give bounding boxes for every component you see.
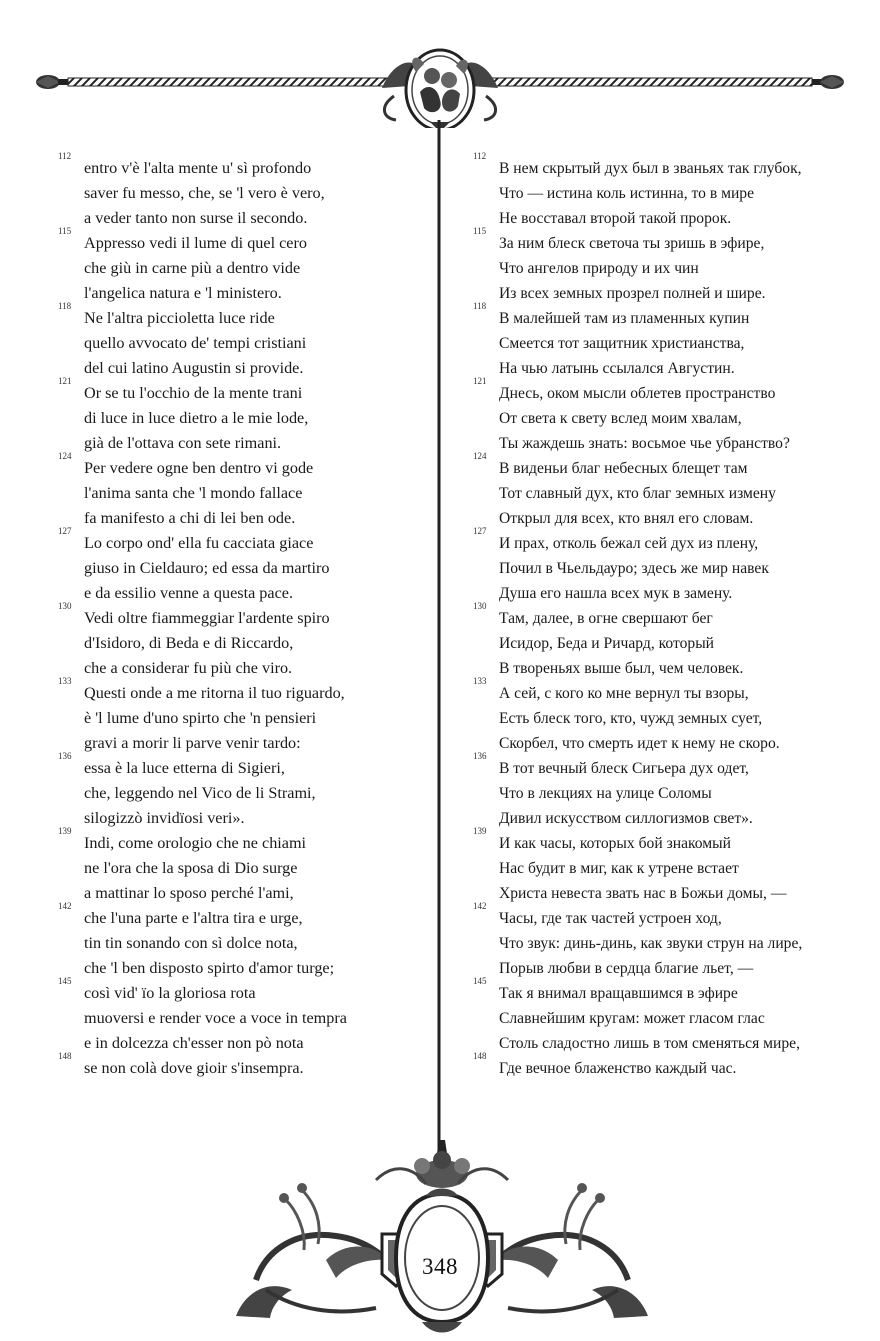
verse-line: [58, 301, 430, 331]
verse-number: 136: [473, 751, 487, 761]
verse-text: d'Isidoro, di Beda e di Riccardo,: [84, 634, 294, 652]
tercet: [58, 826, 430, 906]
verse-line: [473, 601, 853, 631]
verse-text: l'angelica natura e 'l ministero.: [84, 284, 282, 302]
verse-text: è 'l lume d'uno spirto che 'n pensieri: [84, 709, 317, 727]
verse-line: [58, 806, 430, 831]
verse-text: Христа невеста звать нас в Божьи домы, —: [499, 885, 787, 902]
verse-line: [58, 281, 430, 306]
tercet: [473, 151, 853, 231]
verse-line: [58, 556, 430, 581]
verse-text: del cui latino Augustin si provide.: [84, 359, 304, 377]
verse-number: 124: [473, 451, 487, 461]
verse-text: che, leggendo nel Vico de li Strami,: [84, 784, 316, 802]
verse-text: tin tin sonando con sì dolce nota,: [84, 934, 298, 952]
verse-text: И прах, отколь бежал сей дух из плену,: [499, 535, 759, 552]
verse-line: [58, 331, 430, 356]
tercet: [473, 376, 853, 456]
verse-line: [473, 451, 853, 481]
verse-text: Ты жаждешь знать: восьмое чье убранство?: [499, 435, 790, 452]
verse-line: [58, 256, 430, 281]
verse-line: [473, 1031, 853, 1056]
tercet: [58, 301, 430, 381]
verse-line: [58, 656, 430, 681]
verse-text: Что — истина коль истинна, то в мире: [499, 185, 755, 202]
verse-text: Lo corpo ond' ella fu cacciata giace: [84, 534, 314, 552]
verse-text: a mattinar lo sposo perché l'ami,: [84, 884, 294, 902]
verse-line: [473, 751, 853, 781]
verse-number: 136: [58, 751, 72, 761]
verse-text: Где вечное блаженство каждый час.: [499, 1060, 737, 1077]
verse-text: e in dolcezza ch'esser non pò nota: [84, 1034, 304, 1052]
verse-text: che giù in carne più a dentro vide: [84, 259, 301, 277]
verse-line: [58, 481, 430, 506]
verse-text: Так я внимал вращавшимся в эфире: [499, 985, 738, 1002]
verse-number: 139: [473, 826, 487, 836]
verse-text: saver fu messo, che, se 'l vero è vero,: [84, 184, 325, 202]
verse-text: Часы, где так частей устроен ход,: [499, 910, 722, 927]
tercet: [58, 676, 430, 756]
verse-text: Открыл для всех, кто внял его словам.: [499, 510, 754, 527]
verse-line: [473, 656, 853, 681]
verse-line: [473, 206, 853, 231]
verse-line: [58, 676, 430, 706]
verse-line: [473, 856, 853, 881]
verse-text: На чью латынь ссылался Августин.: [499, 360, 735, 377]
tercet: [58, 1051, 430, 1081]
verse-line: [473, 881, 853, 906]
verse-text: В нем скрытый дух был в званьях так глубок,: [499, 160, 802, 177]
verse-number: 148: [58, 1051, 72, 1061]
verse-text: Душа его нашла всех мук в замену.: [499, 585, 733, 602]
verse-text: Per vedere ogne ben dentro vi gode: [84, 459, 314, 477]
verse-text: così vid' ïo la gloriosa rota: [84, 984, 256, 1002]
verse-text: Indi, come orologio che ne chiami: [84, 834, 307, 852]
verse-number: 130: [473, 601, 487, 611]
verse-text: Нас будит в миг, как к утрене встает: [499, 860, 739, 877]
tercet: [58, 451, 430, 531]
verse-line: [473, 256, 853, 281]
verse-text: a veder tanto non surse il secondo.: [84, 209, 308, 227]
verse-line: [473, 901, 853, 931]
verse-text: già de l'ottava con sete rimani.: [84, 434, 282, 452]
tercet: [473, 676, 853, 756]
tercet: [473, 826, 853, 906]
right-acanthus-scroll-icon: [488, 1183, 648, 1318]
tercet: [58, 526, 430, 606]
verse-line: [58, 356, 430, 381]
verse-line: [58, 931, 430, 956]
verse-line: [473, 181, 853, 206]
verse-text: Есть блеск того, кто, чужд земных сует,: [499, 710, 763, 727]
verse-text: Там, далее, в огне свершают бег: [499, 610, 713, 627]
verse-line: [58, 581, 430, 606]
verse-line: [473, 631, 853, 656]
left-tassel-icon: [36, 75, 68, 89]
verse-number: 115: [58, 226, 72, 236]
tercet: [473, 526, 853, 606]
verse-line: [473, 151, 853, 181]
verse-line: [58, 151, 430, 181]
verse-text: Ne l'altra piccioletta luce ride: [84, 309, 275, 327]
verse-line: [473, 806, 853, 831]
verse-text: Что ангелов природу и их чин: [499, 260, 699, 277]
tercet: [473, 1051, 853, 1081]
verse-line: [58, 1031, 430, 1056]
verse-line: [473, 731, 853, 756]
right-tassel-icon: [812, 75, 844, 89]
verse-line: [58, 1051, 430, 1081]
verse-number: 139: [58, 826, 72, 836]
verse-text: Почил в Чьельдауро; здесь же мир навек: [499, 560, 769, 577]
verse-number: 133: [473, 676, 487, 686]
verse-line: [473, 506, 853, 531]
verse-text: Скорбел, что смерть идет к нему не скоро.: [499, 735, 780, 752]
italian-text-column: [58, 151, 430, 1081]
verse-text: se non colà dove gioir s'insempra.: [84, 1059, 304, 1077]
verse-line: [58, 506, 430, 531]
tercet: [58, 226, 430, 306]
verse-line: [473, 356, 853, 381]
column-divider: [434, 120, 444, 1160]
verse-text: Не восставал второй такой пророк.: [499, 210, 732, 227]
verse-text: Столь сладостно лишь в том сменяться мире,: [499, 1035, 800, 1052]
verse-line: [58, 1006, 430, 1031]
verse-text: Смеется тот защитник христианства,: [499, 335, 745, 352]
verse-line: [58, 376, 430, 406]
verse-line: [473, 376, 853, 406]
tercet: [473, 301, 853, 381]
tercet: [473, 976, 853, 1056]
verse-line: [473, 581, 853, 606]
tercet: [473, 601, 853, 681]
verse-text: quello avvocato de' tempi cristiani: [84, 334, 307, 352]
verse-text: В тот вечный блеск Сигьера дух одет,: [499, 760, 749, 777]
verse-line: [58, 226, 430, 256]
verse-text: fa manifesto a chi di lei ben ode.: [84, 509, 296, 527]
verse-text: entro v'è l'alta mente u' sì profondo: [84, 159, 312, 177]
tercet: [473, 901, 853, 981]
verse-text: Исидор, Беда и Ричард, который: [499, 635, 715, 652]
tercet: [473, 226, 853, 306]
verse-number: 142: [473, 901, 487, 911]
verse-text: В виденьи благ небесных блещет там: [499, 460, 748, 477]
verse-line: [473, 281, 853, 306]
verse-number: 118: [58, 301, 72, 311]
verse-text: Questi onde a me ritorna il tuo riguardo,: [84, 684, 345, 702]
verse-text: di luce in luce dietro a le mie lode,: [84, 409, 309, 427]
verse-line: [58, 406, 430, 431]
verse-line: [473, 301, 853, 331]
verse-line: [473, 976, 853, 1006]
verse-line: [58, 856, 430, 881]
verse-text: gravi a morir li parve venir tardo:: [84, 734, 301, 752]
verse-number: 124: [58, 451, 72, 461]
verse-line: [58, 431, 430, 456]
verse-number: 121: [58, 376, 72, 386]
verse-number: 148: [473, 1051, 487, 1061]
verse-number: 145: [473, 976, 487, 986]
verse-line: [473, 706, 853, 731]
verse-text: Днесь, оком мысли облетев пространство: [499, 385, 776, 402]
verse-text: Порыв любви в сердца благие льет, —: [499, 960, 754, 977]
verse-text: Appresso vedi il lume di quel cero: [84, 234, 307, 252]
verse-line: [58, 181, 430, 206]
verse-line: [473, 931, 853, 956]
verse-text: e da essilio venne a questa pace.: [84, 584, 293, 602]
verse-line: [473, 556, 853, 581]
verse-line: [473, 226, 853, 256]
verse-text: Славнейшим кругам: может гласом глас: [499, 1010, 765, 1027]
cherub-medallion-icon: [382, 50, 498, 128]
verse-number: 112: [58, 151, 72, 161]
verse-line: [473, 481, 853, 506]
verse-line: [58, 206, 430, 231]
verse-line: [58, 826, 430, 856]
verse-text: Vedi oltre fiammeggiar l'ardente spiro: [84, 609, 330, 627]
verse-line: [58, 601, 430, 631]
verse-text: ne l'ora che la sposa di Dio surge: [84, 859, 298, 877]
verse-line: [58, 881, 430, 906]
verse-text: И как часы, которых бой знакомый: [499, 835, 731, 852]
verse-text: В твореньях выше был, чем человек.: [499, 660, 744, 677]
verse-number: 112: [473, 151, 487, 161]
verse-text: Тот славный дух, кто благ земных измену: [499, 485, 776, 502]
verse-text: Что в лекциях на улице Соломы: [499, 785, 712, 802]
verse-text: l'anima santa che 'l mondo fallace: [84, 484, 303, 502]
verse-line: [58, 526, 430, 556]
verse-line: [473, 331, 853, 356]
verse-text: che a considerar fu più che viro.: [84, 659, 293, 677]
verse-line: [473, 826, 853, 856]
verse-line: [58, 976, 430, 1006]
page-number: 348: [422, 1254, 458, 1279]
verse-line: [473, 406, 853, 431]
verse-text: Что звук: динь-динь, как звуки струн на лире,: [499, 935, 803, 952]
verse-number: 118: [473, 301, 487, 311]
tercet: [58, 376, 430, 456]
tercet: [58, 751, 430, 831]
verse-line: [58, 631, 430, 656]
verse-line: [58, 751, 430, 781]
verse-text: В малейшей там из пламенных купин: [499, 310, 750, 327]
tercet: [58, 901, 430, 981]
verse-text: Or se tu l'occhio de la mente trani: [84, 384, 303, 402]
verse-number: 130: [58, 601, 72, 611]
header-ornament: [34, 38, 846, 128]
tercet: [58, 601, 430, 681]
tercet: [473, 451, 853, 531]
tercet: [58, 151, 430, 231]
verse-text: Из всех земных прозрел полней и шире.: [499, 285, 766, 302]
tercet: [473, 751, 853, 831]
left-acanthus-scroll-icon: [236, 1183, 396, 1318]
tercet: [58, 976, 430, 1056]
verse-text: А сей, с кого ко мне вернул ты взоры,: [499, 685, 749, 702]
verse-line: [473, 1051, 853, 1081]
verse-number: 127: [58, 526, 72, 536]
verse-text: che l'una parte e l'altra tira e urge,: [84, 909, 303, 927]
verse-text: За ним блеск светоча ты зришь в эфире,: [499, 235, 765, 252]
verse-line: [473, 1006, 853, 1031]
verse-number: 121: [473, 376, 487, 386]
verse-line: [473, 526, 853, 556]
verse-text: che 'l ben disposto spirto d'amor turge;: [84, 959, 335, 977]
verse-text: giuso in Cieldauro; ed essa da martiro: [84, 559, 330, 577]
verse-line: [58, 451, 430, 481]
footer-ornament: [226, 1140, 658, 1340]
verse-line: [58, 956, 430, 981]
verse-line: [58, 731, 430, 756]
verse-text: От света к свету вслед моим хвалам,: [499, 410, 742, 427]
verse-number: 142: [58, 901, 72, 911]
verse-number: 115: [473, 226, 487, 236]
verse-line: [473, 676, 853, 706]
verse-text: Дивил искусством силлогизмов свет».: [499, 810, 753, 827]
verse-text: muoversi e render voce a voce in tempra: [84, 1009, 347, 1027]
verse-number: 133: [58, 676, 72, 686]
verse-number: 127: [473, 526, 487, 536]
verse-text: essa è la luce etterna di Sigieri,: [84, 759, 285, 777]
foliage-crown-icon: [376, 1151, 508, 1188]
verse-text: silogizzò invidïosi veri».: [84, 809, 245, 827]
verse-number: 145: [58, 976, 72, 986]
verse-line: [58, 781, 430, 806]
russian-text-column: [473, 151, 853, 1081]
verse-line: [58, 706, 430, 731]
verse-line: [473, 431, 853, 456]
verse-line: [58, 901, 430, 931]
verse-line: [473, 781, 853, 806]
verse-line: [473, 956, 853, 981]
